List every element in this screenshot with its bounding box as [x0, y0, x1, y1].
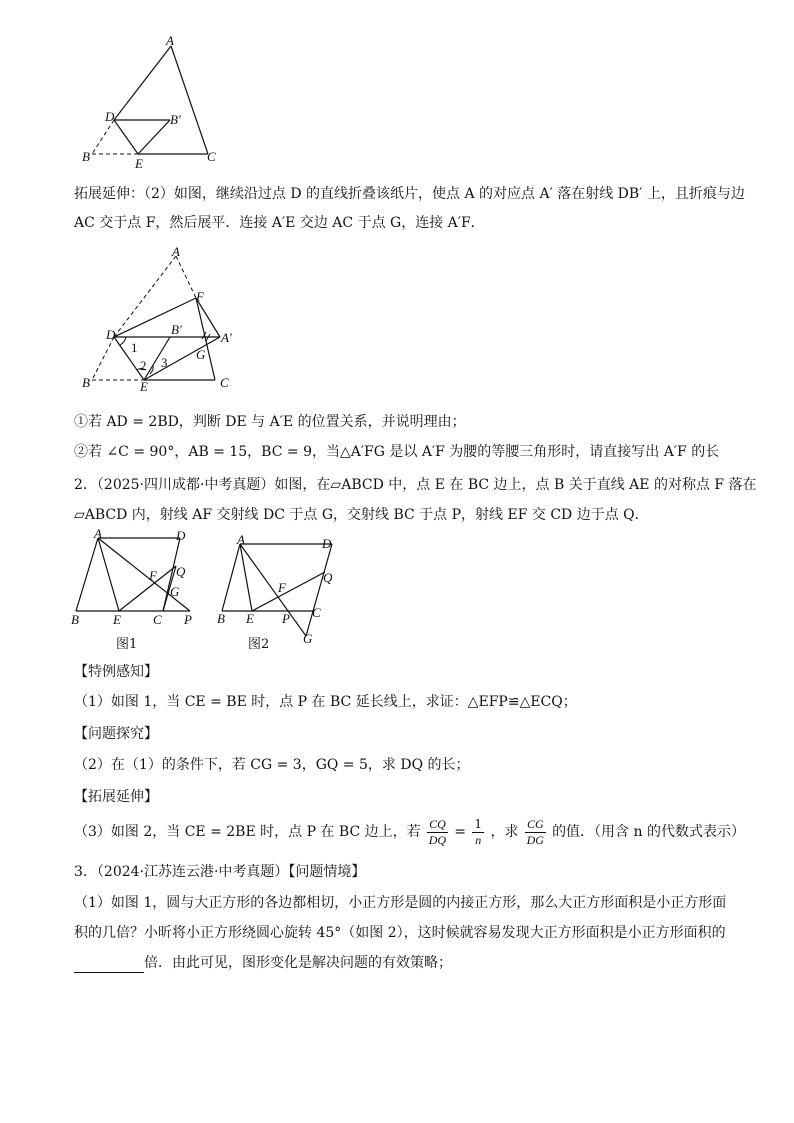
problem-2-intro-line-2: ▱ABCD 内，射线 AF 交射线 DC 于点 G，交射线 BC 于点 P，射线 EF 交 CD 边于点 Q． — [74, 507, 649, 523]
label-P: P — [184, 612, 192, 627]
label-B: B — [82, 375, 90, 390]
problem-2-part-2: （2）在（1）的条件下，若 CG = 3，GQ = 5，求 DQ 的长； — [74, 757, 470, 773]
label-A: A — [166, 36, 174, 48]
label-E: E — [135, 156, 143, 170]
label-Bprime: B′ — [170, 112, 181, 127]
part-3-text-a: （3）如图 2，当 CE = 2BE 时，点 P 在 BC 边上，若 — [74, 824, 421, 840]
problem-2-intro-line-1: 2．（2025·四川成都·中考真题）如图，在▱ABCD 中，点 E 在 BC 边上，点 B 关于直线 AE 的对称点 F 落在 — [74, 477, 757, 493]
question-1-1: ①若 AD = 2BD，判断 DE 与 A′E 的位置关系，并说明理由； — [74, 414, 466, 430]
parallelogram-figure-1 — [66, 528, 200, 628]
label-D: D — [322, 536, 332, 551]
heading-special-case: 【特例感知】 — [74, 664, 158, 680]
problem-3-line-2: 积的几倍？小昕将小正方形绕圆心旋转 45°（如图 2），这时候就容易发现大正方形面积是小正方形面积的 — [74, 925, 726, 941]
label-D: D — [176, 528, 186, 543]
label-G: G — [170, 584, 180, 599]
problem-2-part-3 — [74, 815, 745, 849]
answer-blank[interactable] — [74, 958, 144, 973]
label-angle-3: 3 — [161, 355, 168, 370]
problem-2-part-1: （1）如图 1，当 CE = BE 时，点 P 在 BC 延长线上，求证：△EFP≌△ECQ； — [74, 694, 577, 710]
parallelogram-figure-2 — [212, 532, 346, 644]
label-D: D — [106, 327, 116, 342]
label-A: A — [94, 528, 102, 541]
label-G: G — [196, 347, 206, 362]
heading-exploration: 【问题探究】 — [74, 726, 158, 742]
figure-1-caption: 图1 — [116, 637, 138, 652]
label-C: C — [220, 375, 229, 390]
label-Aprime: A′ — [221, 330, 232, 345]
label-Q: Q — [176, 564, 186, 579]
extension-2-line-2: AC 交于点 F，然后展平．连接 A′E 交边 AC 于点 G，连接 A′F． — [74, 215, 485, 231]
label-F: F — [149, 568, 157, 583]
label-G: G — [303, 631, 313, 644]
label-B: B — [71, 612, 79, 627]
part-3-text-b: ，求 — [490, 824, 519, 840]
problem-3-line-1: （1）如图 1，圆与大正方形的各边都相切，小正方形是圆的内接正方形，那么大正方形面积是小正方形面 — [74, 895, 727, 911]
label-C: C — [312, 605, 321, 620]
equals-sign: = — [454, 824, 466, 840]
label-Q: Q — [323, 570, 333, 585]
label-F: F — [278, 580, 286, 595]
label-E: E — [246, 611, 254, 626]
part-3-text-c: 的值．（用含 n 的代数式表示） — [552, 824, 745, 840]
fraction-cg-over-dg: $\frac{CG}{DG}$ — [526, 816, 544, 847]
label-angle-2: 2 — [140, 358, 147, 373]
problem-3-line-3 — [74, 953, 452, 973]
label-angle-1: 1 — [131, 340, 138, 355]
fraction-1-over-n: $\frac{1}{n}$ — [474, 816, 483, 847]
label-B: B — [82, 149, 90, 164]
fraction-cq-over-dq: $\frac{CQ}{DQ}$ — [428, 816, 447, 847]
label-C: C — [207, 149, 216, 164]
label-A: A — [237, 532, 245, 547]
label-E: E — [140, 379, 148, 392]
label-D: D — [105, 109, 115, 124]
extension-2-line-1: 拓展延伸：（2）如图，继续沿过点 D 的直线折叠该纸片，使点 A 的对应点 A′ 落在射线 DB′ 上，且折痕与边 — [74, 186, 745, 202]
label-C: C — [153, 612, 162, 627]
figure-2-caption: 图2 — [248, 637, 270, 652]
label-Bprime: B′ — [171, 322, 182, 337]
label-P: P — [282, 611, 290, 626]
label-E: E — [113, 612, 121, 627]
label-B: B — [217, 611, 225, 626]
heading-extension: 【拓展延伸】 — [74, 789, 158, 805]
fold-figure-1 — [78, 36, 228, 170]
fold-figure-2 — [78, 246, 248, 392]
problem-3-intro: 3．（2024·江苏连云港·中考真题）【问题情境】 — [74, 864, 366, 880]
label-A: A — [172, 246, 180, 259]
question-1-2: ②若 ∠C = 90°，AB = 15，BC = 9，当△A′FG 是以 A′F 为腰的等腰三角形时，请直接写出 A′F 的长 — [74, 444, 720, 460]
label-F: F — [196, 289, 204, 304]
problem-3-line-3-text: 倍．由此可见，图形变化是解决问题的有效策略； — [144, 955, 452, 971]
